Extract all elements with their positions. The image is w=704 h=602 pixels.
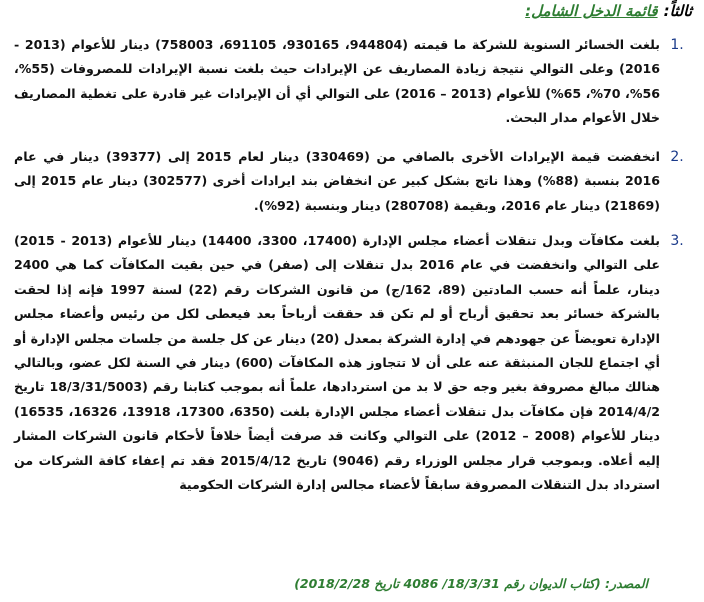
list-item bbox=[10, 229, 694, 497]
source-citation: المصدر: (كتاب الديوان رقم 18/3/31/ 4086 تاريخ 2018/2/28) bbox=[294, 576, 648, 591]
list-item-number: 3. bbox=[670, 233, 684, 249]
list-item-text: بلغت الخسائر السنوية للشركة ما قيمته (944804، 930165، 691105، 758003) دينار للأعوام (2013 - 2016) وعلى التوالي نتيجة زيادة المصاريف عن الإيرادات حيث بلغت نسبة الإيرادات للمصروفات (55%، 56%، 70%، 65%) للأعوام (2013 – 2016) على التوالي أي أن الإيرادات غير قادرة على تغطية المصاريف خلال الأعوام مدار البحث. bbox=[14, 37, 660, 126]
section-number: ثالثاً: bbox=[663, 2, 692, 20]
section-title: قائمة الدخل الشامل: bbox=[525, 2, 658, 20]
list-item bbox=[10, 33, 694, 131]
list-item-number: 1. bbox=[670, 37, 684, 53]
list-item-number: 2. bbox=[670, 149, 684, 165]
list-item bbox=[10, 145, 694, 218]
section-heading bbox=[525, 2, 692, 20]
list-item-text: بلغت مكافآت وبدل تنقلات أعضاء مجلس الإدارة (17400، 3300، 14400) دينار للأعوام (2013 - 2015) على التوالي وانخفضت في عام 2016 بدل تنقلات إلى (صفر) في حين بقيت المكافآت كما هي 2400 دينار، علماً أنه حسب المادتين (89، 162/ج) من قانون الشركات رقم (22) لسنة 1997 فإنه إذا لحقت بالشركة خسائر بعد تحقيق أرباح أو لم تكن قد حققت أرباحاً بعد فيعطى لكل من رئيس وأعضاء مجلس الإدارة تعويضاً عن جهودهم في إدارة الشركة بمعدل (20) دينار عن كل جلسة من جلسات مجلس الإدارة أو أي اجتماع للجان المنبثقة عنه على أن لا تتجاوز هذه المكافآت (600) دينار في السنة لكل عضو، وبالتالي هنالك مبالغ مصروفة بغير وجه حق لا بد من استردادها، علماً أنه بموجب كتابنا رقم (18/3/31/5003 تاريخ 2014/4/2 فإن مكافآت بدل تنقلات أعضاء مجلس الإدارة بلغت (6350، 17300، 13918، 16326، 16535) دينار للأعوام (2008 – 2012) على التوالي وكانت قد صرفت أيضاً خلافاً لأحكام قانون الشركات المشار إليه أعلاه. وبموجب قرار مجلس الوزراء رقم (9046) تاريخ 2015/4/12 فقد تم إعفاء كافة الشركات من استرداد بدل التنقلات المصروفة سابقاً لأعضاء مجالس إدارة الشركات الحكومية bbox=[14, 233, 661, 493]
list-item-text: انخفضت قيمة الإيرادات الأخرى بالصافي من (330469) دينار لعام 2015 إلى (39377) دينار في عام 2016 بنسبة (88%) وهذا ناتج بشكل كبير عن انخفاض بند ايرادات أخرى (302577) دينار عام 2015 إلى (21869) دينار عام 2016، وبقيمة (280708) دينار وبنسبة (92%). bbox=[14, 149, 661, 213]
